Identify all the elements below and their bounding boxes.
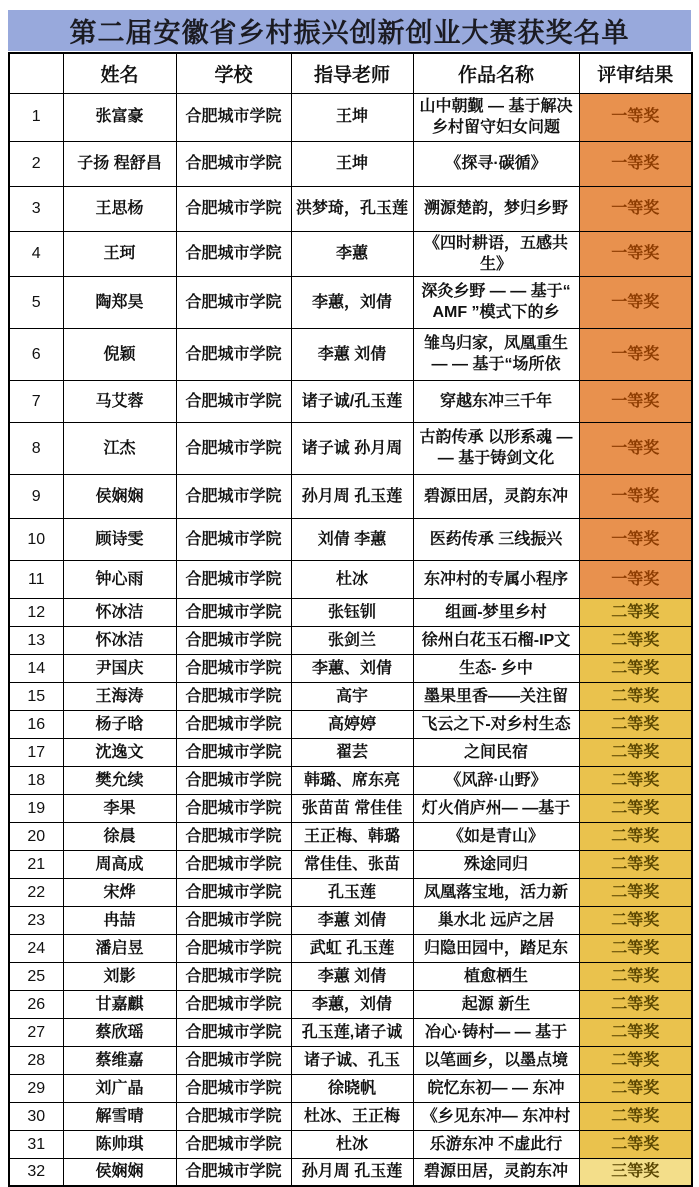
header-name: 姓名	[63, 53, 176, 93]
work-title-cell: 穿越东冲三千年	[413, 380, 579, 422]
school-cell: 合肥城市学院	[176, 626, 291, 654]
table-row	[9, 710, 692, 738]
teacher-cell: 王坤	[291, 93, 413, 141]
table-row	[9, 990, 692, 1018]
award-result-cell: 二等奖	[579, 682, 692, 710]
school-cell: 合肥城市学院	[176, 598, 291, 626]
award-result-cell: 一等奖	[579, 186, 692, 231]
award-result-cell: 二等奖	[579, 878, 692, 906]
table-row	[9, 626, 692, 654]
row-index: 11	[9, 560, 63, 598]
header-work: 作品名称	[413, 53, 579, 93]
row-index: 5	[9, 276, 63, 328]
student-name-cell: 潘启昱	[63, 934, 176, 962]
row-index: 3	[9, 186, 63, 231]
student-name-cell: 周高成	[63, 850, 176, 878]
work-title-cell: 归隐田园中，踏足东	[413, 934, 579, 962]
teacher-cell: 李蕙，刘倩	[291, 990, 413, 1018]
row-index: 4	[9, 231, 63, 276]
table-row	[9, 328, 692, 380]
school-cell: 合肥城市学院	[176, 1018, 291, 1046]
table-header	[9, 53, 692, 93]
table-row	[9, 560, 692, 598]
school-cell: 合肥城市学院	[176, 93, 291, 141]
work-title-cell: 雏鸟归家，凤凰重生 — — 基于“场所依	[413, 328, 579, 380]
row-index: 13	[9, 626, 63, 654]
work-title-cell: 东冲村的专属小程序	[413, 560, 579, 598]
table-row	[9, 1158, 692, 1186]
work-title-cell: 碧源田居，灵韵东冲	[413, 474, 579, 518]
work-title-cell: 巢水北 远庐之居	[413, 906, 579, 934]
teacher-cell: 诸子诚 孙月周	[291, 422, 413, 474]
table-row	[9, 794, 692, 822]
row-index: 29	[9, 1074, 63, 1102]
table-row	[9, 186, 692, 231]
award-result-cell: 一等奖	[579, 231, 692, 276]
student-name-cell: 冉喆	[63, 906, 176, 934]
school-cell: 合肥城市学院	[176, 560, 291, 598]
work-title-cell: 殊途同归	[413, 850, 579, 878]
row-index: 7	[9, 380, 63, 422]
teacher-cell: 翟芸	[291, 738, 413, 766]
school-cell: 合肥城市学院	[176, 654, 291, 682]
table-row	[9, 738, 692, 766]
award-result-cell: 三等奖	[579, 1158, 692, 1186]
school-cell: 合肥城市学院	[176, 141, 291, 186]
student-name-cell: 甘嘉麒	[63, 990, 176, 1018]
school-cell: 合肥城市学院	[176, 794, 291, 822]
work-title-cell: 山中朝觐 — 基于解决乡村留守妇女问题	[413, 93, 579, 141]
table-row	[9, 474, 692, 518]
award-result-cell: 一等奖	[579, 380, 692, 422]
teacher-cell: 李蕙，刘倩	[291, 276, 413, 328]
row-index: 19	[9, 794, 63, 822]
teacher-cell: 诸子诚/孔玉莲	[291, 380, 413, 422]
teacher-cell: 王正梅、韩璐	[291, 822, 413, 850]
table-row	[9, 598, 692, 626]
school-cell: 合肥城市学院	[176, 474, 291, 518]
work-title-cell: 之间民宿	[413, 738, 579, 766]
table-row	[9, 682, 692, 710]
table-row	[9, 380, 692, 422]
table-row	[9, 141, 692, 186]
work-title-cell: 皖忆东初— — 东冲	[413, 1074, 579, 1102]
row-index: 30	[9, 1102, 63, 1130]
teacher-cell: 孔玉莲,诸子诚	[291, 1018, 413, 1046]
row-index: 26	[9, 990, 63, 1018]
row-index: 22	[9, 878, 63, 906]
award-result-cell: 一等奖	[579, 560, 692, 598]
school-cell: 合肥城市学院	[176, 328, 291, 380]
school-cell: 合肥城市学院	[176, 518, 291, 560]
school-cell: 合肥城市学院	[176, 766, 291, 794]
header-school: 学校	[176, 53, 291, 93]
student-name-cell: 陶郑昊	[63, 276, 176, 328]
school-cell: 合肥城市学院	[176, 962, 291, 990]
work-title-cell: 凤凰落宝地，活力新	[413, 878, 579, 906]
row-index: 16	[9, 710, 63, 738]
award-result-cell: 二等奖	[579, 626, 692, 654]
school-cell: 合肥城市学院	[176, 934, 291, 962]
award-result-cell: 一等奖	[579, 474, 692, 518]
table-row	[9, 850, 692, 878]
award-result-cell: 二等奖	[579, 1018, 692, 1046]
table-row	[9, 231, 692, 276]
work-title-cell: 碧源田居，灵韵东冲	[413, 1158, 579, 1186]
row-index: 17	[9, 738, 63, 766]
student-name-cell: 陈帅琪	[63, 1130, 176, 1158]
work-title-cell: 组画-梦里乡村	[413, 598, 579, 626]
award-result-cell: 二等奖	[579, 794, 692, 822]
table-row	[9, 93, 692, 141]
school-cell: 合肥城市学院	[176, 710, 291, 738]
work-title-cell: 《探寻·碳循》	[413, 141, 579, 186]
teacher-cell: 杜冰	[291, 1130, 413, 1158]
teacher-cell: 张苗苗 常佳佳	[291, 794, 413, 822]
teacher-cell: 高宇	[291, 682, 413, 710]
teacher-cell: 韩璐、席东亮	[291, 766, 413, 794]
table-row	[9, 906, 692, 934]
table-row	[9, 518, 692, 560]
teacher-cell: 孙月周 孔玉莲	[291, 1158, 413, 1186]
row-index: 24	[9, 934, 63, 962]
school-cell: 合肥城市学院	[176, 738, 291, 766]
title-bar	[8, 10, 691, 51]
award-result-cell: 二等奖	[579, 990, 692, 1018]
row-index: 6	[9, 328, 63, 380]
student-name-cell: 沈逸文	[63, 738, 176, 766]
school-cell: 合肥城市学院	[176, 906, 291, 934]
teacher-cell: 李蕙、刘倩	[291, 654, 413, 682]
row-index: 25	[9, 962, 63, 990]
award-result-cell: 一等奖	[579, 141, 692, 186]
header-index	[9, 53, 63, 93]
row-index: 10	[9, 518, 63, 560]
student-name-cell: 顾诗雯	[63, 518, 176, 560]
teacher-cell: 杜冰、王正梅	[291, 1102, 413, 1130]
award-result-cell: 二等奖	[579, 850, 692, 878]
row-index: 31	[9, 1130, 63, 1158]
work-title-cell: 生态- 乡中	[413, 654, 579, 682]
row-index: 23	[9, 906, 63, 934]
work-title-cell: 乐游东冲 不虚此行	[413, 1130, 579, 1158]
work-title-cell: 冶心·铸村— — 基于	[413, 1018, 579, 1046]
work-title-cell: 墨果里香——关注留	[413, 682, 579, 710]
award-result-cell: 二等奖	[579, 822, 692, 850]
school-cell: 合肥城市学院	[176, 1130, 291, 1158]
row-index: 12	[9, 598, 63, 626]
school-cell: 合肥城市学院	[176, 422, 291, 474]
table-row	[9, 766, 692, 794]
work-title-cell: 《乡见东冲— 东冲村	[413, 1102, 579, 1130]
school-cell: 合肥城市学院	[176, 186, 291, 231]
row-index: 15	[9, 682, 63, 710]
teacher-cell: 李蕙 刘倩	[291, 962, 413, 990]
table-row	[9, 422, 692, 474]
table-row	[9, 822, 692, 850]
student-name-cell: 樊允续	[63, 766, 176, 794]
row-index: 27	[9, 1018, 63, 1046]
work-title-cell: 《如是青山》	[413, 822, 579, 850]
student-name-cell: 尹国庆	[63, 654, 176, 682]
table-body	[9, 93, 692, 1186]
school-cell: 合肥城市学院	[176, 1074, 291, 1102]
row-index: 2	[9, 141, 63, 186]
teacher-cell: 洪梦琦，孔玉莲	[291, 186, 413, 231]
school-cell: 合肥城市学院	[176, 990, 291, 1018]
school-cell: 合肥城市学院	[176, 1102, 291, 1130]
row-index: 21	[9, 850, 63, 878]
work-title-cell: 古韵传承 以形系魂 — — 基于铸剑文化	[413, 422, 579, 474]
work-title-cell: 深灸乡野 — — 基于“ AMF ”模式下的乡	[413, 276, 579, 328]
student-name-cell: 王思杨	[63, 186, 176, 231]
work-title-cell: 起源 新生	[413, 990, 579, 1018]
table-row	[9, 1074, 692, 1102]
header-result: 评审结果	[579, 53, 692, 93]
award-result-cell: 二等奖	[579, 1130, 692, 1158]
table-row	[9, 654, 692, 682]
teacher-cell: 常佳佳、张苗	[291, 850, 413, 878]
row-index: 18	[9, 766, 63, 794]
award-result-cell: 二等奖	[579, 710, 692, 738]
teacher-cell: 张钰钏	[291, 598, 413, 626]
student-name-cell: 宋烨	[63, 878, 176, 906]
award-result-cell: 二等奖	[579, 1102, 692, 1130]
teacher-cell: 李蕙 刘倩	[291, 906, 413, 934]
student-name-cell: 刘广晶	[63, 1074, 176, 1102]
table-row	[9, 962, 692, 990]
row-index: 9	[9, 474, 63, 518]
teacher-cell: 孔玉莲	[291, 878, 413, 906]
award-result-cell: 一等奖	[579, 93, 692, 141]
table-row	[9, 276, 692, 328]
row-index: 28	[9, 1046, 63, 1074]
student-name-cell: 江杰	[63, 422, 176, 474]
header-row	[9, 53, 692, 93]
work-title-cell: 飞云之下-对乡村生态	[413, 710, 579, 738]
row-index: 1	[9, 93, 63, 141]
student-name-cell: 杨子晗	[63, 710, 176, 738]
school-cell: 合肥城市学院	[176, 1046, 291, 1074]
school-cell: 合肥城市学院	[176, 380, 291, 422]
table-row	[9, 1018, 692, 1046]
student-name-cell: 倪颖	[63, 328, 176, 380]
school-cell: 合肥城市学院	[176, 850, 291, 878]
school-cell: 合肥城市学院	[176, 878, 291, 906]
award-result-cell: 二等奖	[579, 1046, 692, 1074]
student-name-cell: 王珂	[63, 231, 176, 276]
student-name-cell: 李果	[63, 794, 176, 822]
award-result-cell: 一等奖	[579, 518, 692, 560]
teacher-cell: 张剑兰	[291, 626, 413, 654]
award-result-cell: 二等奖	[579, 906, 692, 934]
award-result-cell: 一等奖	[579, 328, 692, 380]
teacher-cell: 刘倩 李蕙	[291, 518, 413, 560]
award-result-cell: 一等奖	[579, 276, 692, 328]
teacher-cell: 高婷婷	[291, 710, 413, 738]
row-index: 8	[9, 422, 63, 474]
work-title-cell: 溯源楚韵，梦归乡野	[413, 186, 579, 231]
work-title-cell: 徐州白花玉石榴-IP文	[413, 626, 579, 654]
student-name-cell: 张富豪	[63, 93, 176, 141]
award-result-cell: 二等奖	[579, 766, 692, 794]
student-name-cell: 王海涛	[63, 682, 176, 710]
award-result-cell: 一等奖	[579, 422, 692, 474]
school-cell: 合肥城市学院	[176, 1158, 291, 1186]
work-title-cell: 《四时耕语，五感共生》	[413, 231, 579, 276]
teacher-cell: 杜冰	[291, 560, 413, 598]
student-name-cell: 子扬 程舒昌	[63, 141, 176, 186]
table-row	[9, 1102, 692, 1130]
page-title: 第二届安徽省乡村振兴创新创业大赛获奖名单	[69, 18, 630, 48]
school-cell: 合肥城市学院	[176, 231, 291, 276]
award-result-cell: 二等奖	[579, 598, 692, 626]
table-row	[9, 878, 692, 906]
award-result-cell: 二等奖	[579, 962, 692, 990]
teacher-cell: 诸子诚、孔玉	[291, 1046, 413, 1074]
table-row	[9, 1130, 692, 1158]
student-name-cell: 解雪晴	[63, 1102, 176, 1130]
row-index: 20	[9, 822, 63, 850]
work-title-cell: 灯火俏庐州— —基于	[413, 794, 579, 822]
work-title-cell: 植愈栖生	[413, 962, 579, 990]
award-table	[8, 52, 693, 1187]
student-name-cell: 钟心雨	[63, 560, 176, 598]
table-row	[9, 1046, 692, 1074]
teacher-cell: 孙月周 孔玉莲	[291, 474, 413, 518]
student-name-cell: 侯娴娴	[63, 1158, 176, 1186]
student-name-cell: 怀冰洁	[63, 626, 176, 654]
header-teacher: 指导老师	[291, 53, 413, 93]
student-name-cell: 徐晨	[63, 822, 176, 850]
school-cell: 合肥城市学院	[176, 682, 291, 710]
student-name-cell: 蔡欣瑶	[63, 1018, 176, 1046]
teacher-cell: 武虹 孔玉莲	[291, 934, 413, 962]
student-name-cell: 侯娴娴	[63, 474, 176, 518]
work-title-cell: 以笔画乡，以墨点境	[413, 1046, 579, 1074]
student-name-cell: 怀冰洁	[63, 598, 176, 626]
student-name-cell: 马艾蓉	[63, 380, 176, 422]
school-cell: 合肥城市学院	[176, 822, 291, 850]
teacher-cell: 徐晓帆	[291, 1074, 413, 1102]
student-name-cell: 蔡维嘉	[63, 1046, 176, 1074]
row-index: 14	[9, 654, 63, 682]
award-result-cell: 二等奖	[579, 1074, 692, 1102]
school-cell: 合肥城市学院	[176, 276, 291, 328]
table-row	[9, 934, 692, 962]
row-index: 32	[9, 1158, 63, 1186]
teacher-cell: 李蕙 刘倩	[291, 328, 413, 380]
student-name-cell: 刘影	[63, 962, 176, 990]
teacher-cell: 王坤	[291, 141, 413, 186]
work-title-cell: 医药传承 三线振兴	[413, 518, 579, 560]
award-result-cell: 二等奖	[579, 738, 692, 766]
award-result-cell: 二等奖	[579, 934, 692, 962]
award-result-cell: 二等奖	[579, 654, 692, 682]
work-title-cell: 《风辞·山野》	[413, 766, 579, 794]
teacher-cell: 李蕙	[291, 231, 413, 276]
